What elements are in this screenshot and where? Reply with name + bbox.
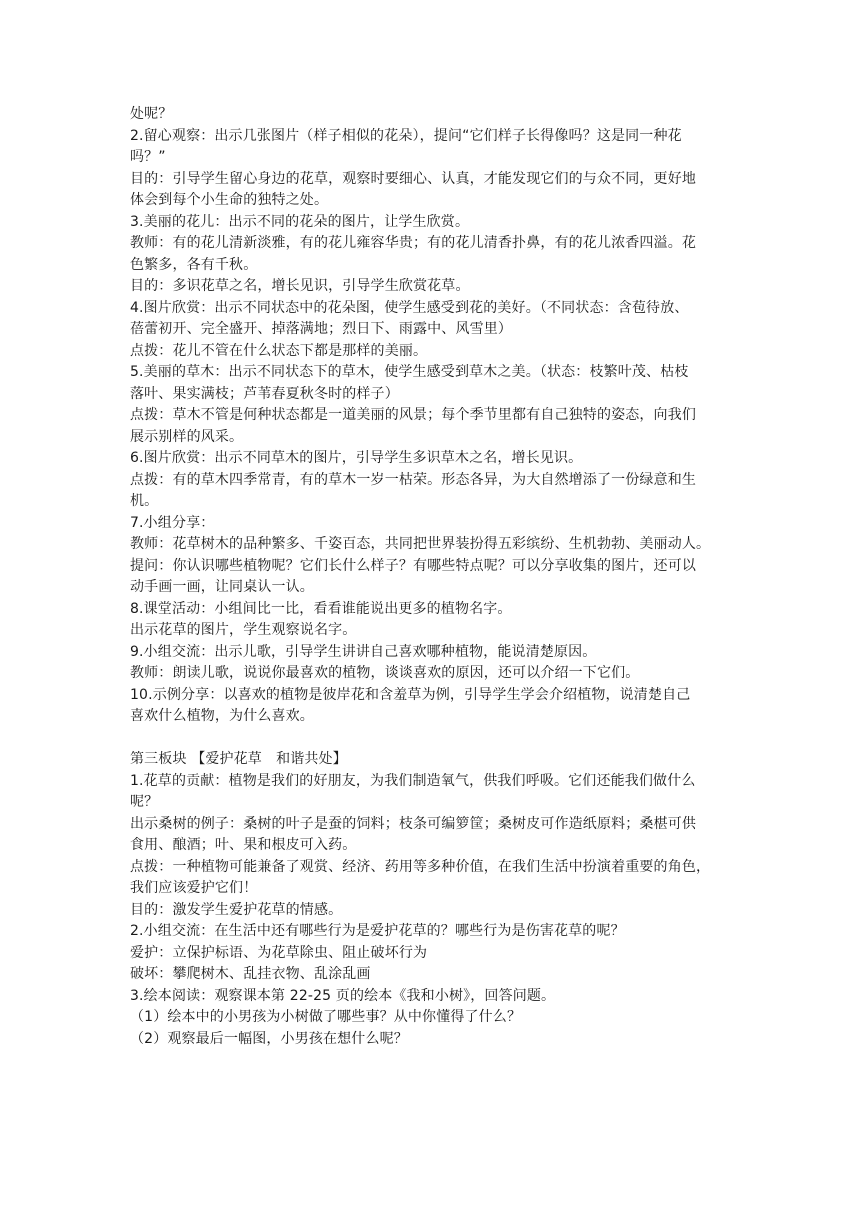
text-line: 点拨：草木不管是何种状态都是一道美丽的风景；每个季节里都有自己独特的姿态，向我们 xyxy=(130,407,696,423)
text-line: 破坏：攀爬树木、乱挂衣物、乱涂乱画 xyxy=(130,966,371,982)
text-line: 6.图片欣赏：出示不同草木的图片，引导学生多识草木之名，增长见识。 xyxy=(130,450,583,466)
text-line: 5.美丽的草木：出示不同状态下的草木，使学生感受到草木之美。（状态：枝繁叶茂、枯枝 xyxy=(130,364,689,380)
text-line: 呢？ xyxy=(130,794,159,810)
text-line: 点拨：有的草木四季常青，有的草木一岁一枯荣。形态各异，为大自然增添了一份绿意和生 xyxy=(130,471,696,488)
text-line: 色繁多，各有千秋。 xyxy=(130,256,258,273)
text-line: 出示花草的图片，学生观察说名字。 xyxy=(130,622,357,638)
text-line: 蓓蕾初开、完全盛开、掉落满地；烈日下、雨露中、风雪里） xyxy=(130,321,513,337)
text-line: 教师：有的花儿清新淡雅，有的花儿雍容华贵；有的花儿清香扑鼻，有的花儿浓香四溢。花 xyxy=(130,235,696,251)
text-line: 爱护：立保护标语、为花草除虫、阻止破坏行为 xyxy=(130,944,428,961)
text-line: 体会到每个小生命的独特之处。 xyxy=(130,192,329,208)
text-line: 动手画一画，让同桌认一认。 xyxy=(130,579,314,595)
text-line: 我们应该爱护它们！ xyxy=(130,880,258,896)
text-line: 10.示例分享：以喜欢的植物是彼岸花和含羞草为例，引导学生学会介绍植物，说清楚自己 xyxy=(130,686,691,703)
text-line: 处呢？ xyxy=(130,106,173,122)
text-line: 教师：朗读儿歌，说说你最喜欢的植物，谈谈喜欢的原因，还可以介绍一下它们。 xyxy=(130,665,640,681)
text-line: （1）绘本中的小男孩为小树做了哪些事？从中你懂得了什么？ xyxy=(130,1009,522,1025)
text-line: 目的：多识花草之名，增长见识，引导学生欣赏花草。 xyxy=(130,278,470,294)
text-line: 目的：引导学生留心身边的花草，观察时要细心、认真，才能发现它们的与众不同，更好地 xyxy=(130,170,696,187)
text-line: 机。 xyxy=(130,493,159,509)
text-line: 点拨：一种植物可能兼备了观赏、经济、药用等多种价值，在我们生活中扮演着重要的角色， xyxy=(130,858,711,875)
text-line: 出示桑树的例子：桑树的叶子是蚕的饲料；枝条可编箩筐；桑树皮可作造纸原料；桑椹可供 xyxy=(130,815,696,832)
text-line: 目的：激发学生爱护花草的情感。 xyxy=(130,901,343,918)
text-line: 2.小组交流：在生活中还有哪些行为是爱护花草的？哪些行为是伤害花草的呢？ xyxy=(130,923,625,939)
text-line: 8.课堂活动：小组间比一比，看看谁能说出更多的植物名字。 xyxy=(130,600,512,617)
text-line: 9.小组交流：出示儿歌，引导学生讲讲自己喜欢哪种植物，能说清楚原因。 xyxy=(130,643,597,660)
text-line: 食用、酿酒；叶、果和根皮可入药。 xyxy=(130,837,357,853)
text-line: 3.绘本阅读：观察课本第 22-25 页的绘本《我和小树》，回答问题。 xyxy=(130,987,556,1004)
text-line: 1.花草的贡献：植物是我们的好朋友，为我们制造氧气，供我们呼吸。它们还能我们做什么 xyxy=(130,772,696,789)
blank-line xyxy=(130,728,734,750)
text-line: 点拨：花儿不管在什么状态下都是那样的美丽。 xyxy=(130,342,428,359)
text-line: 7.小组分享： xyxy=(130,514,215,531)
text-line: 喜欢什么植物，为什么喜欢。 xyxy=(130,708,314,724)
text-line: 展示别样的风采。 xyxy=(130,428,244,445)
text-line: 3.美丽的花儿：出示不同的花朵的图片，让学生欣赏。 xyxy=(130,213,470,230)
text-line: 2.留心观察：出示几张图片（样子相似的花朵），提问“它们样子长得像吗？这是同一种花 xyxy=(130,127,682,144)
text-line: （2）观察最后一幅图，小男孩在想什么呢？ xyxy=(130,1030,408,1047)
text-line: 4.图片欣赏：出示不同状态中的花朵图，使学生感受到花的美好。（不同状态：含苞待放、 xyxy=(130,299,689,316)
section-heading: 第三板块 【爱护花草 和谐共处】 xyxy=(130,751,347,767)
document-body xyxy=(130,104,734,1050)
text-line: 教师：花草树木的品种繁多、千姿百态，共同把世界装扮得五彩缤纷、生机勃勃、美丽动人。 xyxy=(130,536,711,552)
text-line: 落叶、果实满枝；芦苇春夏秋冬时的样子） xyxy=(130,385,399,402)
text-line: 吗？” xyxy=(130,149,166,165)
text-line: 提问：你认识哪些植物呢？它们长什么样子？有哪些特点呢？可以分享收集的图片，还可以 xyxy=(130,557,696,574)
